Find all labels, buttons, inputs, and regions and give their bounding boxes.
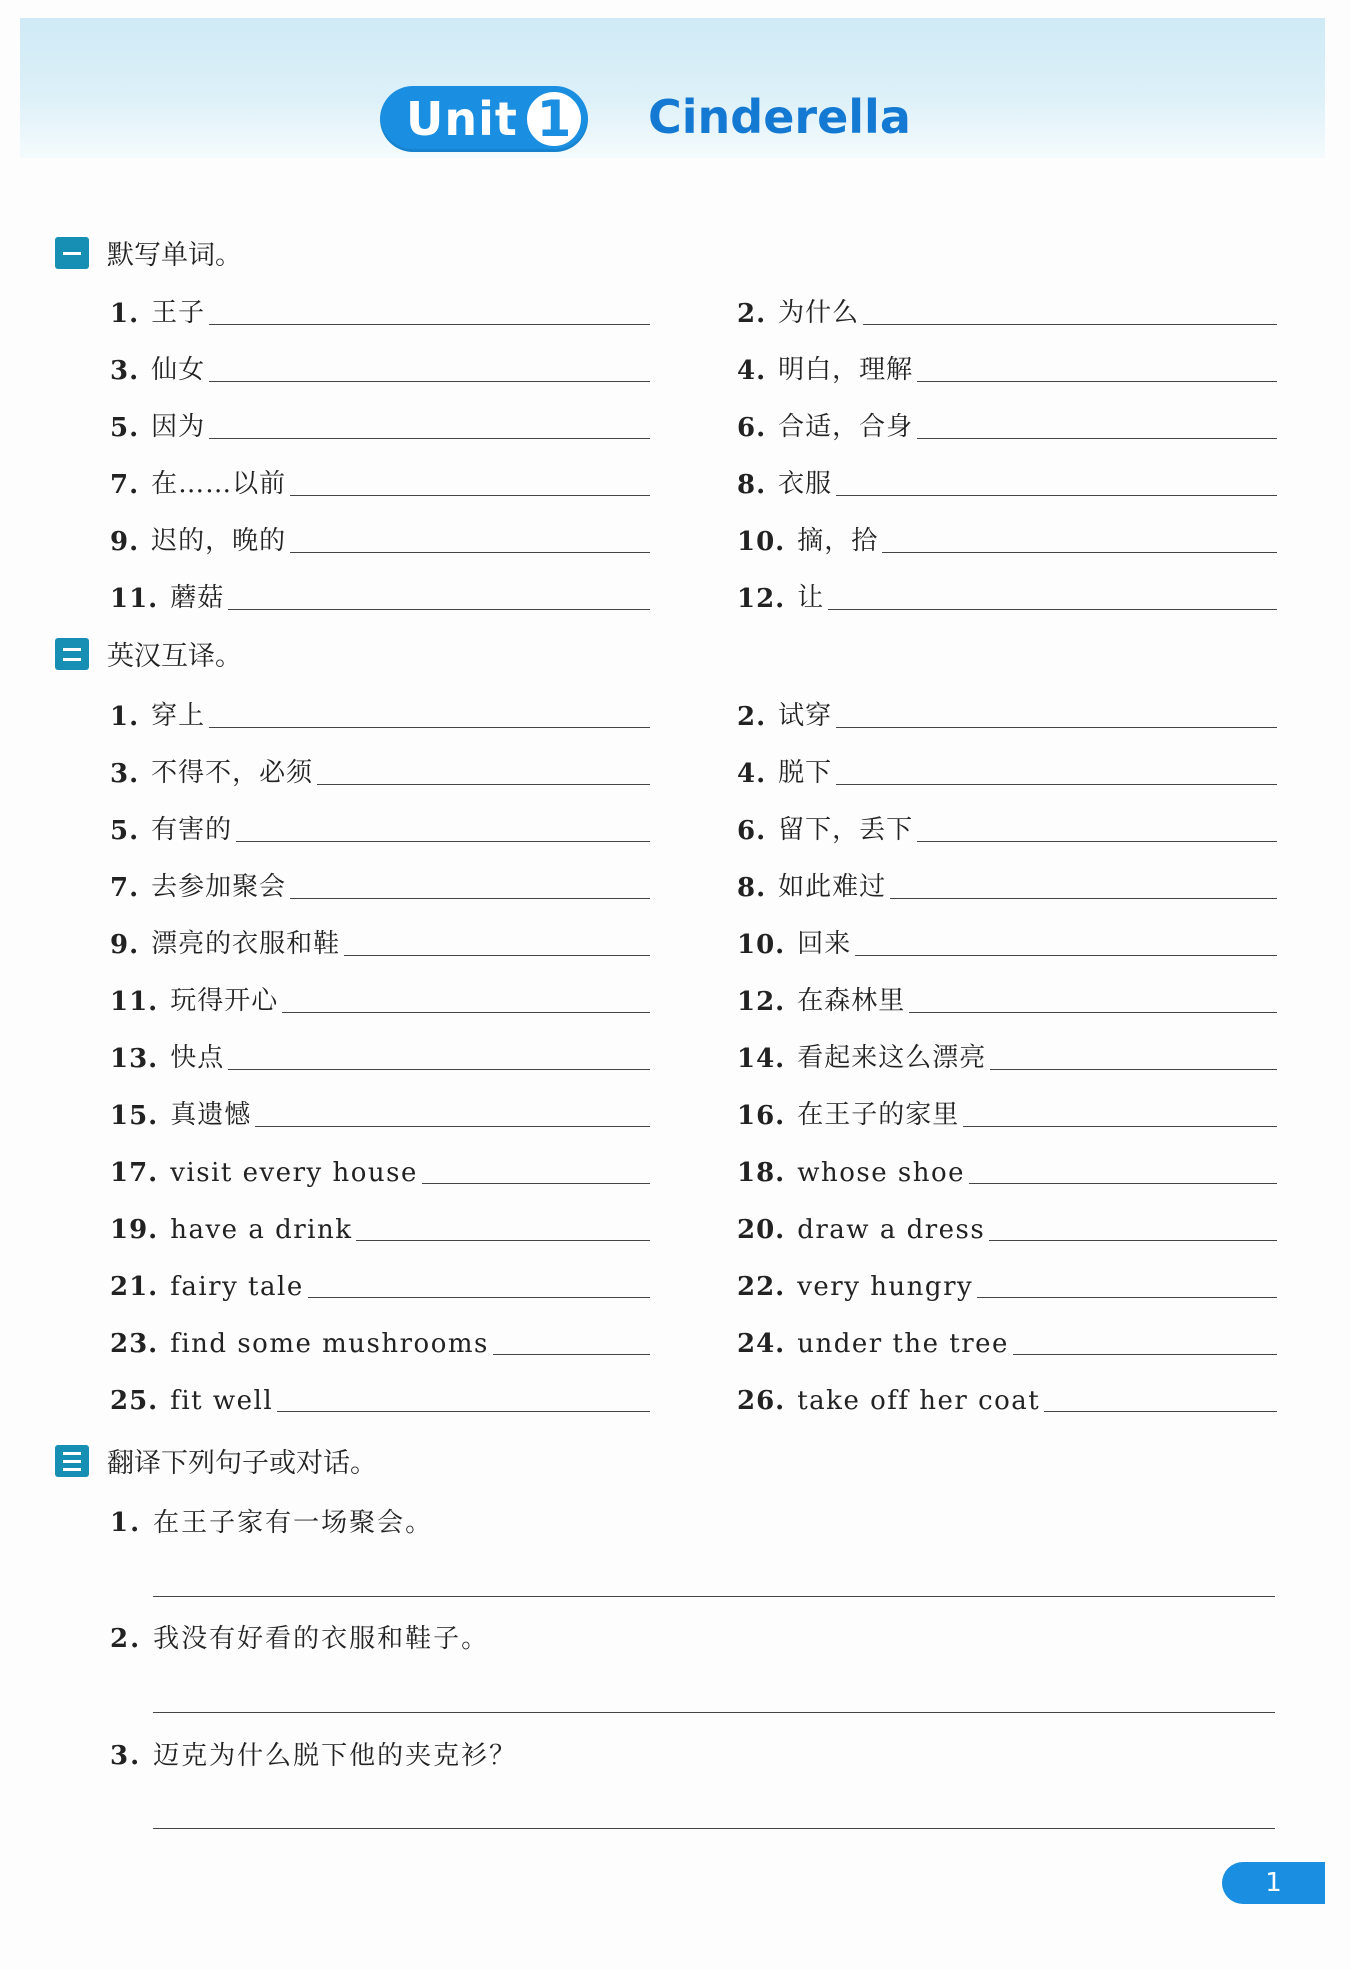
item-prompt: 脱下 [778, 758, 833, 788]
item-number: 6. [737, 816, 767, 846]
answer-line-1[interactable] [153, 1596, 1275, 1597]
answer-blank[interactable] [209, 324, 650, 325]
answer-blank[interactable] [836, 727, 1277, 728]
item-prompt: find some mushrooms [170, 1329, 489, 1359]
answer-blank[interactable] [228, 1069, 650, 1070]
answer-line-3[interactable] [153, 1828, 1275, 1829]
exercise-item [110, 1030, 650, 1074]
answer-blank[interactable] [890, 898, 1277, 899]
exercise-item [737, 802, 1277, 846]
item-number: 8. [737, 873, 767, 903]
answer-blank[interactable] [422, 1183, 650, 1184]
item-number: 2. [737, 702, 767, 732]
answer-blank[interactable] [882, 552, 1277, 553]
item-prompt: 看起来这么漂亮 [797, 1043, 987, 1073]
section-two-icon [55, 638, 89, 670]
exercise-item [737, 916, 1277, 960]
answer-blank[interactable] [836, 784, 1277, 785]
item-number: 22. [737, 1272, 786, 1302]
exercise-item [110, 973, 650, 1017]
section-3-heading [55, 1441, 377, 1480]
item-number: 8. [737, 470, 767, 500]
sentence-3: 3. 迈克为什么脱下他的夹克衫？ [110, 1741, 518, 1771]
item-prompt: 蘑菇 [170, 583, 225, 613]
unit-label: Unit [406, 92, 518, 146]
item-prompt: take off her coat [797, 1386, 1041, 1416]
exercise-item [737, 1372, 1277, 1416]
answer-blank[interactable] [236, 841, 650, 842]
item-prompt: 有害的 [151, 815, 233, 845]
exercise-item [110, 285, 650, 329]
exercise-item [110, 456, 650, 500]
section-3-title: 翻译下列句子或对话。 [107, 1448, 377, 1479]
item-prompt: 试穿 [778, 701, 833, 731]
sentence-1: 1. 在王子家有一场聚会。 [110, 1508, 434, 1538]
exercise-item [110, 513, 650, 557]
item-number: 11. [110, 987, 159, 1017]
item-prompt: 留下，丢下 [778, 815, 914, 845]
exercise-item [110, 342, 650, 386]
item-prompt: whose shoe [797, 1158, 966, 1188]
exercise-item [110, 1144, 650, 1188]
section-2-title: 英汉互译。 [107, 641, 242, 672]
item-number: 1. [110, 299, 140, 329]
item-number: 4. [737, 356, 767, 386]
item-prompt: under the tree [797, 1329, 1009, 1359]
exercise-item [110, 1201, 650, 1245]
exercise-item [110, 570, 650, 614]
exercise-item [737, 1144, 1277, 1188]
item-prompt: 仙女 [151, 355, 206, 385]
item-number: 25. [110, 1386, 159, 1416]
item-prompt: 王子 [151, 298, 206, 328]
item-number: 20. [737, 1215, 786, 1245]
exercise-item [110, 399, 650, 443]
item-number: 9. [110, 930, 140, 960]
exercise-item [110, 916, 650, 960]
exercise-item [737, 513, 1277, 557]
item-number: 17. [110, 1158, 159, 1188]
item-number: 15. [110, 1101, 159, 1131]
item-prompt: 去参加聚会 [151, 872, 287, 902]
exercise-item [737, 973, 1277, 1017]
item-prompt: fairy tale [170, 1272, 304, 1302]
answer-blank[interactable] [977, 1297, 1277, 1298]
section-1-heading [55, 233, 242, 272]
answer-line-2[interactable] [153, 1712, 1275, 1713]
item-prompt: 回来 [797, 929, 852, 959]
answer-blank[interactable] [917, 438, 1277, 439]
answer-blank[interactable] [317, 784, 650, 785]
exercise-item [110, 745, 650, 789]
answer-blank[interactable] [917, 841, 1277, 842]
item-number: 23. [110, 1329, 159, 1359]
answer-blank[interactable] [290, 552, 650, 553]
answer-blank[interactable] [290, 898, 650, 899]
item-number: 21. [110, 1272, 159, 1302]
item-prompt: 衣服 [778, 469, 833, 499]
exercise-item [110, 1258, 650, 1302]
exercise-item [737, 570, 1277, 614]
section-three-icon [55, 1445, 89, 1477]
page-title: Cinderella [648, 90, 911, 144]
item-number: 26. [737, 1386, 786, 1416]
item-prompt: 在……以前 [151, 469, 287, 499]
item-prompt: draw a dress [797, 1215, 986, 1245]
exercise-item [737, 859, 1277, 903]
item-number: 12. [737, 987, 786, 1017]
item-prompt: 真遗憾 [170, 1100, 252, 1130]
item-number: 10. [737, 527, 786, 557]
item-prompt: 为什么 [778, 298, 860, 328]
unit-number: 1 [524, 89, 584, 149]
exercise-item [110, 1087, 650, 1131]
item-number: 19. [110, 1215, 159, 1245]
exercise-item [737, 688, 1277, 732]
sentence-2: 2. 我没有好看的衣服和鞋子。 [110, 1624, 490, 1654]
exercise-item [110, 859, 650, 903]
item-number: 12. [737, 584, 786, 614]
exercise-item [737, 745, 1277, 789]
item-number: 18. [737, 1158, 786, 1188]
answer-blank[interactable] [308, 1297, 650, 1298]
item-prompt: visit every house [170, 1158, 418, 1188]
item-number: 16. [737, 1101, 786, 1131]
answer-blank[interactable] [228, 609, 650, 610]
item-number: 1. [110, 702, 140, 732]
exercise-item [110, 688, 650, 732]
item-number: 5. [110, 816, 140, 846]
exercise-item [737, 342, 1277, 386]
exercise-item [110, 1372, 650, 1416]
item-prompt: 在王子的家里 [797, 1100, 960, 1130]
item-number: 2. [737, 299, 767, 329]
page-number: 1 [1222, 1862, 1325, 1904]
item-prompt: 如此难过 [778, 872, 887, 902]
answer-blank[interactable] [209, 727, 650, 728]
unit-badge [380, 86, 588, 152]
item-number: 7. [110, 470, 140, 500]
answer-blank[interactable] [990, 1069, 1277, 1070]
section-2-heading [55, 634, 242, 673]
item-prompt: 摘，拾 [797, 526, 879, 556]
answer-blank[interactable] [989, 1240, 1277, 1241]
item-prompt: 快点 [170, 1043, 225, 1073]
exercise-item [737, 1030, 1277, 1074]
answer-blank[interactable] [828, 609, 1277, 610]
item-prompt: fit well [170, 1386, 274, 1416]
section-one-icon [55, 237, 89, 269]
exercise-item [110, 802, 650, 846]
item-number: 14. [737, 1044, 786, 1074]
answer-blank[interactable] [963, 1126, 1277, 1127]
exercise-item [737, 399, 1277, 443]
item-number: 24. [737, 1329, 786, 1359]
answer-blank[interactable] [255, 1126, 650, 1127]
item-prompt: 让 [797, 583, 825, 613]
answer-blank[interactable] [493, 1354, 650, 1355]
answer-blank[interactable] [863, 324, 1277, 325]
exercise-item [737, 1087, 1277, 1131]
answer-blank[interactable] [1044, 1411, 1277, 1412]
item-number: 13. [110, 1044, 159, 1074]
answer-blank[interactable] [917, 381, 1277, 382]
exercise-item [110, 1315, 650, 1359]
item-prompt: 玩得开心 [170, 986, 279, 1016]
item-prompt: 因为 [151, 412, 206, 442]
answer-blank[interactable] [836, 495, 1277, 496]
item-prompt: 迟的，晚的 [151, 526, 287, 556]
exercise-item [737, 456, 1277, 500]
item-number: 3. [110, 759, 140, 789]
item-prompt: very hungry [797, 1272, 974, 1302]
item-prompt: have a drink [170, 1215, 353, 1245]
item-number: 6. [737, 413, 767, 443]
answer-blank[interactable] [855, 955, 1277, 956]
answer-blank[interactable] [277, 1411, 650, 1412]
section-1-title: 默写单词。 [107, 240, 242, 271]
item-prompt: 漂亮的衣服和鞋 [151, 929, 341, 959]
answer-blank[interactable] [290, 495, 650, 496]
item-prompt: 明白，理解 [778, 355, 914, 385]
answer-blank[interactable] [209, 381, 650, 382]
answer-blank[interactable] [356, 1240, 650, 1241]
exercise-item [737, 285, 1277, 329]
answer-blank[interactable] [1013, 1354, 1277, 1355]
exercise-item [737, 1315, 1277, 1359]
answer-blank[interactable] [209, 438, 650, 439]
item-prompt: 在森林里 [797, 986, 906, 1016]
exercise-item [737, 1258, 1277, 1302]
item-number: 4. [737, 759, 767, 789]
answer-blank[interactable] [344, 955, 650, 956]
answer-blank[interactable] [969, 1183, 1277, 1184]
answer-blank[interactable] [909, 1012, 1277, 1013]
item-number: 10. [737, 930, 786, 960]
item-number: 9. [110, 527, 140, 557]
item-number: 5. [110, 413, 140, 443]
item-prompt: 穿上 [151, 701, 206, 731]
item-number: 3. [110, 356, 140, 386]
exercise-item [737, 1201, 1277, 1245]
item-prompt: 合适，合身 [778, 412, 914, 442]
item-number: 7. [110, 873, 140, 903]
item-number: 11. [110, 584, 159, 614]
item-prompt: 不得不，必须 [151, 758, 314, 788]
answer-blank[interactable] [282, 1012, 650, 1013]
